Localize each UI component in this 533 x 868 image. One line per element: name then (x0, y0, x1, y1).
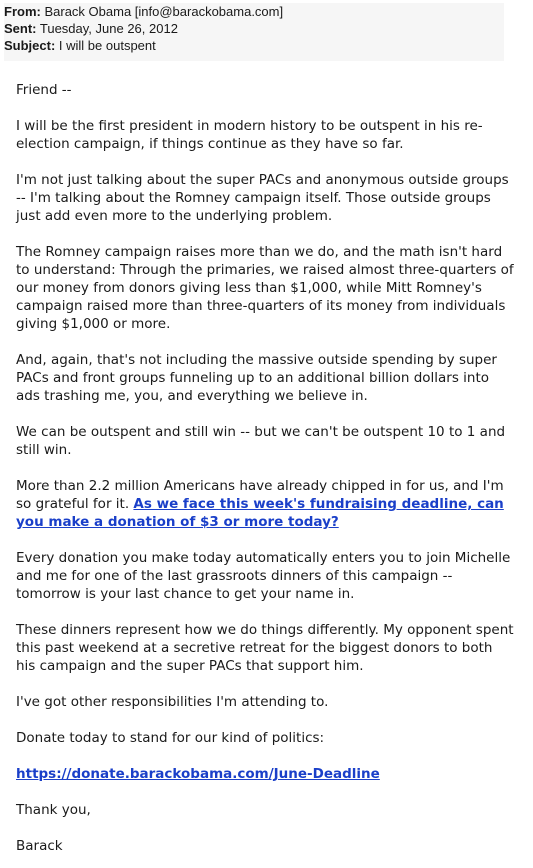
subject-row (4, 37, 504, 54)
greeting: Friend -- (16, 82, 72, 98)
paragraph-7: Every donation you make today automatically enters you to join Michelle and me for one of the last grassroots dinners of this campaign -- tomorrow is your last chance to get your name in. (16, 550, 511, 602)
paragraph-1: I will be the first president in modern history to be outspent in his re-election campaign, if things continue as they have so far. (16, 118, 483, 152)
closing: Thank you, (16, 802, 91, 818)
donation-ask-link[interactable]: As we face this week's fundraising deadline, can you make a donation of $3 or more today? (16, 496, 504, 530)
from-label: From: (4, 4, 41, 19)
donate-link-line (16, 765, 516, 783)
from-value: Barack Obama [info@barackobama.com] (44, 4, 284, 19)
sent-row (4, 20, 504, 37)
from-row (4, 3, 504, 20)
paragraph-6 (16, 477, 516, 531)
signature: Barack (16, 838, 63, 854)
paragraph-5: We can be outspent and still win -- but we can't be outspent 10 to 1 and still win. (16, 424, 506, 458)
sent-label: Sent: (4, 21, 37, 36)
subject-label: Subject: (4, 38, 56, 53)
paragraph-10: Donate today to stand for our kind of politics: (16, 730, 325, 746)
paragraph-9: I've got other responsibilities I'm attending to. (16, 694, 329, 710)
paragraph-4: And, again, that's not including the massive outside spending by super PACs and front groups funneling up to an additional billion dollars into ads trashing me, you, and everything we believe in. (16, 352, 497, 404)
subject-value: I will be outspent (58, 38, 156, 53)
email-header (4, 3, 504, 61)
paragraph-3: The Romney campaign raises more than we do, and the math isn't hard to understand: Through the primaries, we raised almost three-quarters of our money from donors giving less than $1,000, while Mitt Romney's campaign raised more than three-quarters of its money from individuals giving $1,000 or more. (16, 244, 514, 332)
email-body (16, 81, 516, 855)
paragraph-6-text: More than 2.2 million Americans have already chipped in for us, and I'm so grateful for it. (16, 478, 504, 512)
paragraph-2: I'm not just talking about the super PACs and anonymous outside groups -- I'm talking about the Romney campaign itself. Those outside groups just add even more to the underlying problem. (16, 172, 509, 224)
sent-value: Tuesday, June 26, 2012 (39, 21, 178, 36)
donate-url-link[interactable]: https://donate.barackobama.com/June-Deadline (16, 766, 380, 782)
paragraph-8: These dinners represent how we do things differently. My opponent spent this past weekend at a secretive retreat for the biggest donors to both his campaign and the super PACs that support him. (16, 622, 514, 674)
